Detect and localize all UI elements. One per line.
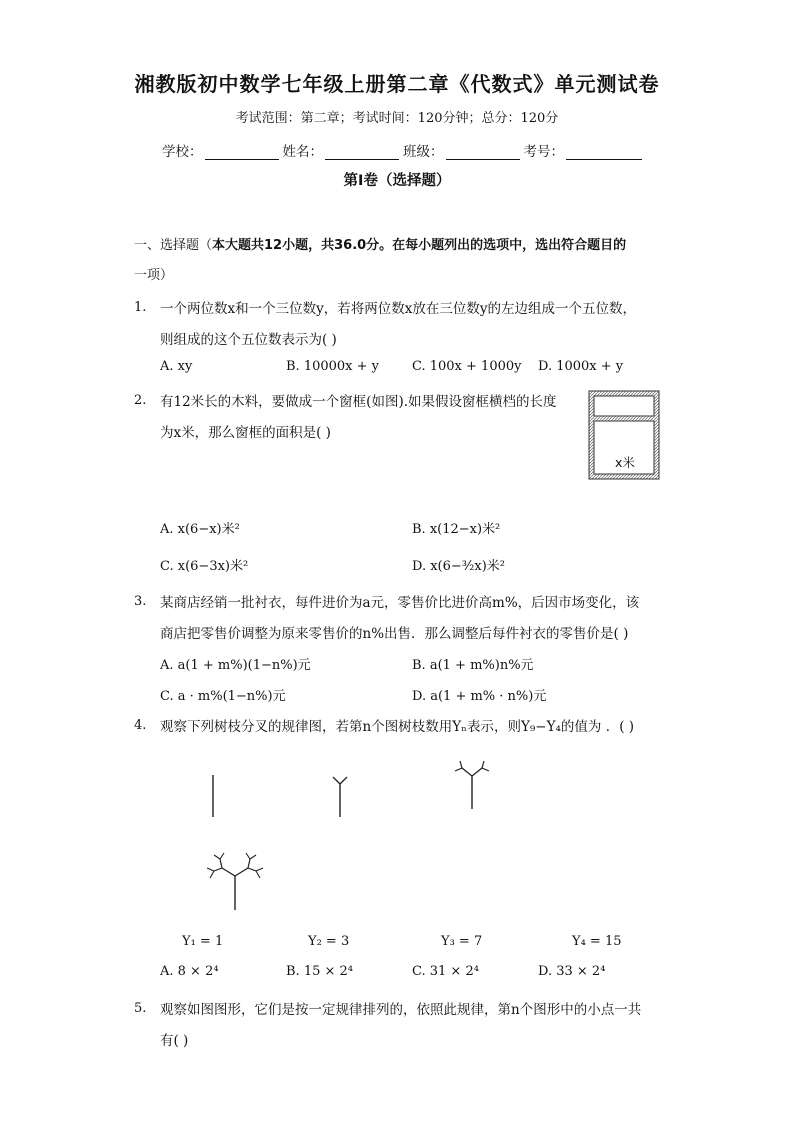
q5-line1: 观察如图图形，它们是按一定规律排列的，依照此规律，第n个图形中的小点一共: [160, 1002, 642, 1018]
tree-label-3: Y₃ = 7: [441, 934, 483, 949]
examno-blank[interactable]: [566, 145, 642, 160]
q2-line2: 为x米，那么窗框的面积是( ): [160, 425, 331, 441]
q4-number: 4.: [134, 718, 147, 733]
q2-option-c[interactable]: C. x(6−3x)米²: [160, 559, 249, 574]
q4-option-c[interactable]: C. 31 × 2⁴: [412, 964, 479, 979]
q2-option-a[interactable]: A. x(6−x)米²: [160, 522, 240, 537]
q2-option-b[interactable]: B. x(12−x)米²: [412, 522, 501, 537]
q4-line1: 观察下列树枝分叉的规律图，若第n个图树枝数用Yₙ表示，则Y₉−Y₄的值为 ．( ): [160, 719, 635, 735]
section-prefix: 一、选择题（: [134, 238, 213, 253]
q1-option-b[interactable]: B. 10000x + y: [286, 359, 380, 374]
q1-line1: 一个两位数x和一个三位数y，若将两位数x放在三位数y的左边组成一个五位数，: [160, 301, 636, 317]
examno-label: 考号：: [523, 144, 564, 160]
school-label: 学校：: [162, 144, 203, 160]
name-blank[interactable]: [325, 145, 399, 160]
class-label: 班级：: [403, 144, 444, 160]
section-desc: 本大题共12小题，共36.0分。在每小题列出的选项中，选出符合题目的: [212, 238, 627, 253]
tree-label-4: Y₄ = 15: [572, 934, 622, 949]
tree-figure-3: [447, 758, 497, 812]
exam-info: 考试范围：第二章；考试时间：120分钟；总分：120分: [235, 111, 559, 126]
student-fields: [162, 140, 646, 160]
q1-option-d[interactable]: D. 1000x + y: [538, 359, 624, 374]
tree-figure-2: [320, 768, 360, 820]
q2-line1: 有12米长的木料，要做成一个窗框(如图).如果假设窗框横档的长度: [160, 394, 557, 410]
q4-option-d[interactable]: D. 33 × 2⁴: [538, 964, 606, 979]
q1-option-a[interactable]: A. xy: [160, 359, 193, 374]
section-heading: [134, 234, 626, 253]
volume-heading: 第Ⅰ卷（选择题）: [343, 173, 451, 189]
section-heading-line2: 一项）: [134, 268, 174, 283]
q3-option-c[interactable]: C. a · m%(1−n%)元: [160, 689, 286, 704]
q3-line1: 某商店经销一批衬衣，每件进价为a元，零售价比进价高m%，后因市场变化，该: [160, 595, 640, 611]
tree-figure-1: [195, 770, 235, 820]
q3-option-d[interactable]: D. a(1 + m% · n%)元: [412, 689, 547, 704]
tree-label-2: Y₂ = 3: [308, 934, 350, 949]
q1-number: 1.: [134, 300, 147, 315]
q1-line2: 则组成的这个五位数表示为( ): [160, 332, 337, 348]
school-blank[interactable]: [205, 145, 279, 160]
tree-label-1: Y₁ = 1: [182, 934, 224, 949]
q4-option-a[interactable]: A. 8 × 2⁴: [160, 964, 219, 979]
q3-option-b[interactable]: B. a(1 + m%)n%元: [412, 658, 534, 673]
name-label: 姓名：: [282, 144, 323, 160]
q2-option-d[interactable]: D. x(6−³⁄₂x)米²: [412, 559, 505, 574]
q3-number: 3.: [134, 594, 147, 609]
q1-option-c[interactable]: C. 100x + 1000y: [412, 359, 522, 374]
q3-line2: 商店把零售价调整为原来零售价的n%出售．那么调整后每件衬衣的零售价是( ): [160, 626, 629, 642]
q3-option-a[interactable]: A. a(1 + m%)(1−n%)元: [160, 658, 311, 673]
q5-number: 5.: [134, 1001, 147, 1016]
q5-line2: 有( ): [160, 1033, 189, 1049]
exam-title: 湘教版初中数学七年级上册第二章《代数式》单元测试卷: [134, 72, 660, 96]
q4-option-b[interactable]: B. 15 × 2⁴: [286, 964, 353, 979]
q2-number: 2.: [134, 393, 147, 408]
tree-figure-4: [202, 850, 268, 912]
window-frame-label: x米: [615, 455, 635, 470]
class-blank[interactable]: [446, 145, 520, 160]
